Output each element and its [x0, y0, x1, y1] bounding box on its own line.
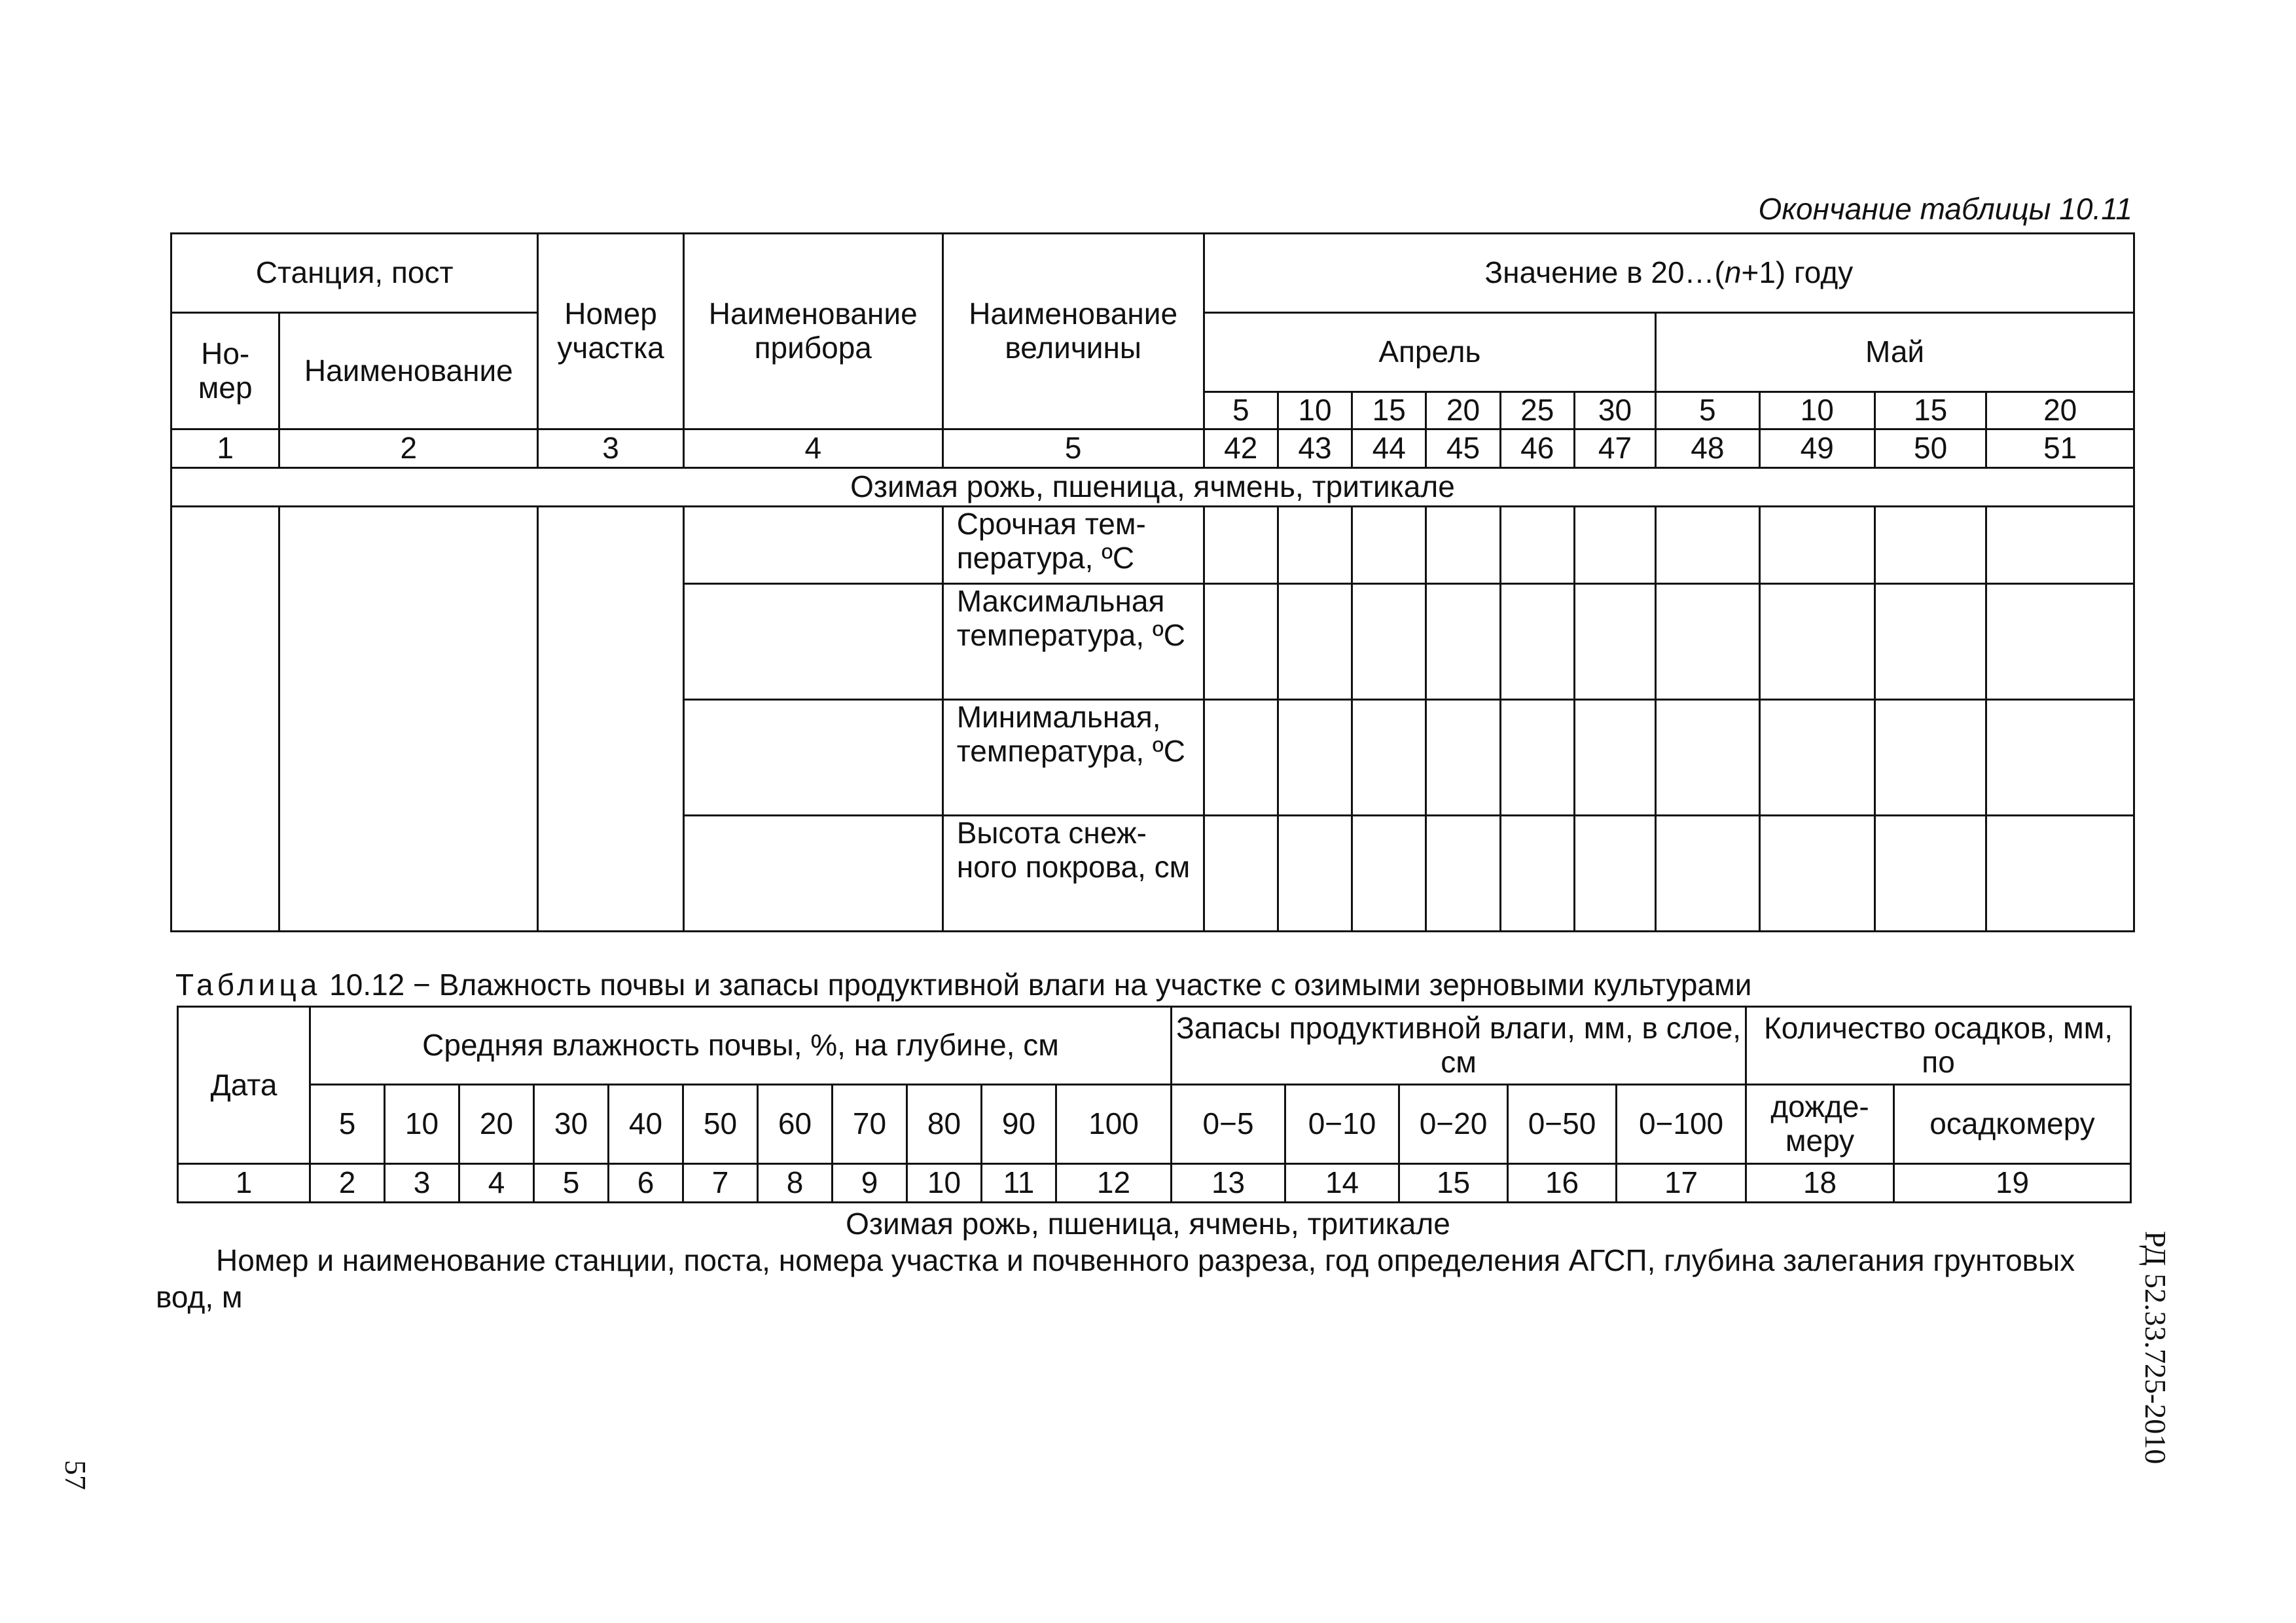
- caption-text: 10.12 − Влажность почвы и запасы продуктивной влаги на участке с озимыми зерновыми культурами: [321, 968, 1752, 1002]
- plot-number-cell: [538, 507, 684, 932]
- value-cell: [1204, 816, 1278, 932]
- value-cell: [1204, 507, 1278, 584]
- value-cell: [1426, 584, 1500, 700]
- header-april: Апрель: [1204, 313, 1656, 392]
- column-number: 19: [1894, 1164, 2131, 1203]
- column-number: 42: [1204, 429, 1278, 468]
- section-title-2: Озимая рожь, пшеница, ячмень, тритикале: [846, 1207, 1450, 1241]
- value-cell: [1656, 700, 1759, 816]
- column-number: 5: [942, 429, 1204, 468]
- value-cell: [1278, 700, 1352, 816]
- depth-header: 80: [907, 1085, 982, 1164]
- value-cell: [1426, 816, 1500, 932]
- header-quantity-name: Наименование величины: [942, 234, 1204, 429]
- device-cell: [683, 700, 942, 816]
- header-station: Станция, пост: [171, 234, 538, 313]
- april-day: 15: [1352, 392, 1426, 429]
- column-number: 18: [1746, 1164, 1894, 1203]
- depth-header: 40: [609, 1085, 683, 1164]
- depth-header: 30: [534, 1085, 609, 1164]
- value-cell: [1500, 507, 1574, 584]
- column-number: 16: [1508, 1164, 1617, 1203]
- column-number: 10: [907, 1164, 982, 1203]
- may-day: 5: [1656, 392, 1759, 429]
- value-cell: [1986, 584, 2134, 700]
- column-number: 9: [833, 1164, 907, 1203]
- column-number: 46: [1500, 429, 1574, 468]
- value-cell: [1278, 584, 1352, 700]
- value-cell: [1759, 700, 1874, 816]
- table-note: Номер и наименование станции, поста, номера участка и почвенного разреза, год определения АГСП, глубина залегания грунтовых вод, м: [156, 1243, 2075, 1315]
- layer-header: 0−10: [1285, 1085, 1399, 1164]
- april-day: 30: [1574, 392, 1655, 429]
- layer-header: 0−100: [1617, 1085, 1746, 1164]
- may-day: 10: [1759, 392, 1874, 429]
- header-plot-number: Номер участка: [538, 234, 684, 429]
- value-cell: [1759, 584, 1874, 700]
- station-name-cell: [279, 507, 538, 932]
- april-day: 20: [1426, 392, 1500, 429]
- depth-header: 60: [758, 1085, 833, 1164]
- header-may: Май: [1656, 313, 2134, 392]
- column-number: 3: [385, 1164, 459, 1203]
- column-number: 13: [1172, 1164, 1285, 1203]
- value-cell: [1352, 507, 1426, 584]
- column-number: 1: [171, 429, 279, 468]
- value-cell: [1656, 584, 1759, 700]
- value-cell: [1426, 700, 1500, 816]
- column-number: 2: [279, 429, 538, 468]
- column-number: 1: [178, 1164, 310, 1203]
- quantity-label: Максимальная температура, ºС: [942, 584, 1204, 700]
- depth-header: 5: [310, 1085, 385, 1164]
- layer-header: 0−20: [1399, 1085, 1508, 1164]
- header-device-name: Наименование прибора: [683, 234, 942, 429]
- column-number: 50: [1874, 429, 1986, 468]
- header-station-number: Но-мер: [171, 313, 279, 429]
- quantity-label: Высота снеж-ного покрова, см: [942, 816, 1204, 932]
- header-rain-gauge: дожде-меру: [1746, 1085, 1894, 1164]
- value-cell: [1874, 507, 1986, 584]
- column-number: 14: [1285, 1164, 1399, 1203]
- station-number-cell: [171, 507, 279, 932]
- value-cell: [1874, 816, 1986, 932]
- depth-header: 20: [459, 1085, 534, 1164]
- value-cell: [1986, 816, 2134, 932]
- may-day: 20: [1986, 392, 2134, 429]
- april-day: 5: [1204, 392, 1278, 429]
- value-cell: [1986, 507, 2134, 584]
- quantity-label: Срочная тем-пература, ºС: [942, 507, 1204, 584]
- layer-header: 0−5: [1172, 1085, 1285, 1164]
- value-cell: [1574, 700, 1655, 816]
- value-cell: [1759, 507, 1874, 584]
- caption-prefix: Таблица: [175, 968, 321, 1002]
- value-cell: [1656, 816, 1759, 932]
- header-avg-moisture: Средняя влажность почвы, %, на глубине, см: [310, 1007, 1172, 1085]
- column-number: 7: [683, 1164, 758, 1203]
- value-cell: [1204, 584, 1278, 700]
- april-day: 25: [1500, 392, 1574, 429]
- header-moisture-reserves: Запасы продуктивной влаги, мм, в слое, см: [1172, 1007, 1746, 1085]
- header-precipitation: Количество осадков, мм, по: [1746, 1007, 2131, 1085]
- column-number: 44: [1352, 429, 1426, 468]
- value-cell: [1352, 584, 1426, 700]
- value-cell: [1656, 507, 1759, 584]
- section-title: Озимая рожь, пшеница, ячмень, тритикале: [171, 468, 2134, 507]
- value-cell: [1574, 584, 1655, 700]
- header-precip-gauge: осадкомеру: [1894, 1085, 2131, 1164]
- header-value-in-year: Значение в 20…(n+1) году: [1204, 234, 2134, 313]
- value-cell: [1426, 507, 1500, 584]
- value-cell: [1500, 584, 1574, 700]
- depth-header: 100: [1056, 1085, 1172, 1164]
- continuation-title: Окончание таблицы 10.11: [1758, 192, 2132, 226]
- page-number: 57: [59, 1460, 92, 1490]
- depth-header: 50: [683, 1085, 758, 1164]
- column-number: 15: [1399, 1164, 1508, 1203]
- value-cell: [1874, 584, 1986, 700]
- column-number: 8: [758, 1164, 833, 1203]
- value-cell: [1500, 816, 1574, 932]
- column-number: 17: [1617, 1164, 1746, 1203]
- column-number: 6: [609, 1164, 683, 1203]
- column-number: 43: [1278, 429, 1352, 468]
- table-10-11-end: [170, 232, 2135, 932]
- column-number: 5: [534, 1164, 609, 1203]
- column-number: 12: [1056, 1164, 1172, 1203]
- depth-header: 10: [385, 1085, 459, 1164]
- header-date: Дата: [178, 1007, 310, 1164]
- value-cell: [1352, 700, 1426, 816]
- document-code: РД 52.33.725-2010: [2139, 1231, 2172, 1465]
- header-station-name: Наименование: [279, 313, 538, 429]
- april-day: 10: [1278, 392, 1352, 429]
- value-cell: [1278, 507, 1352, 584]
- column-number: 49: [1759, 429, 1874, 468]
- value-cell: [1874, 700, 1986, 816]
- column-number: 2: [310, 1164, 385, 1203]
- device-cell: [683, 507, 942, 584]
- column-number: 11: [982, 1164, 1056, 1203]
- value-cell: [1759, 816, 1874, 932]
- may-day: 15: [1874, 392, 1986, 429]
- column-number: 4: [459, 1164, 534, 1203]
- table-10-12-caption: [175, 967, 1751, 1002]
- quantity-label: Минимальная, температура, ºС: [942, 700, 1204, 816]
- value-cell: [1986, 700, 2134, 816]
- column-number: 47: [1574, 429, 1655, 468]
- device-cell: [683, 816, 942, 932]
- depth-header: 90: [982, 1085, 1056, 1164]
- depth-header: 70: [833, 1085, 907, 1164]
- value-cell: [1574, 507, 1655, 584]
- column-number: 4: [683, 429, 942, 468]
- value-cell: [1204, 700, 1278, 816]
- value-cell: [1278, 816, 1352, 932]
- value-cell: [1352, 816, 1426, 932]
- table-10-12: [177, 1006, 2132, 1203]
- layer-header: 0−50: [1508, 1085, 1617, 1164]
- column-number: 3: [538, 429, 684, 468]
- column-number: 45: [1426, 429, 1500, 468]
- value-cell: [1574, 816, 1655, 932]
- column-number: 51: [1986, 429, 2134, 468]
- device-cell: [683, 584, 942, 700]
- column-number: 48: [1656, 429, 1759, 468]
- value-cell: [1500, 700, 1574, 816]
